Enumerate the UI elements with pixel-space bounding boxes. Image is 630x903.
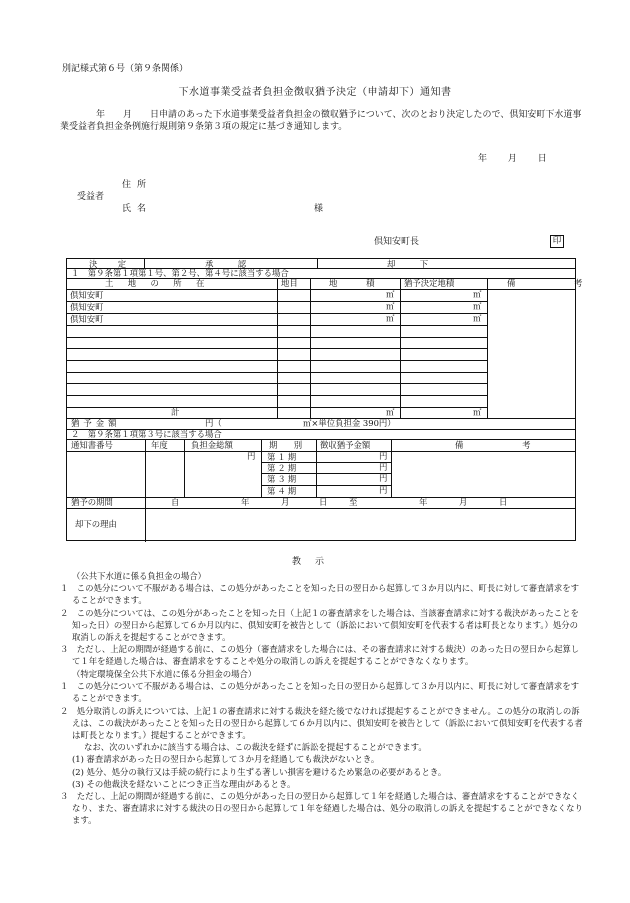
beneficiary-label: 受益者 [77,192,105,202]
col-deferred-collection: 徴収猶予金額 [320,440,371,450]
installment-1: 第１期 [267,452,299,462]
col-remarks: 備 考 [507,278,597,288]
col-remarks-2: 備 考 [455,440,545,450]
decision-label: 決 定 [89,259,133,269]
public-sewer-note-2: ２ この処分については、この処分があったことを知った日（上記１の審査請求をした場合は、当該審査請求に対する裁決があったことを知った日）の翌日から起算して６か月以内に、倶知安町を被告として（訴訟において倶知安町を代表する者は町長となります。）処分の取消しの訴えを提起することができます。 [60,607,579,643]
period-from-day: 日 [319,497,328,507]
col-land-category: 地目 [281,278,298,288]
row2-deferred-unit: ㎡ [473,301,482,311]
deferral-period-label: 猶予の期間 [71,497,113,507]
period-from: 自 [171,497,180,507]
form-label: 別記様式第６号（第９条関係） [62,64,189,74]
row3-deferred-unit: ㎡ [473,313,482,323]
special-sewer-note-1: １ この処分について不服がある場合は、この処分があったことを知った日の翌日から起算して３か月以内に、町長に対して審査請求をすることができます。 [60,681,579,704]
installment-4: 第４期 [267,486,299,496]
special-sewer-note-2b: なお、次のいずれかに該当する場合は、この裁決を経ずに訴訟を提起することができます。 [84,742,427,753]
col-deferred-area: 猶予決定地積 [404,278,455,288]
col-notice-number: 通知書番号 [71,440,113,450]
address-label: 住所 [122,180,153,190]
period-from-month: 月 [281,497,290,507]
document-title: 下水道事業受益者負担金徴収猶予決定（申請却下）通知書 [178,87,452,98]
public-sewer-notes [60,570,586,668]
name-label: 氏名 [122,204,153,214]
honorific: 様 [314,204,324,214]
total-label: 計 [171,407,180,417]
deferred-amount-yen: 円（ [205,418,222,428]
period-to-year: 年 [419,497,428,507]
public-sewer-note-3: ３ ただし、上記の期間が経過する前に、この処分（審査請求をした場合には、その審査請求に対する裁決）のあった日の翌日から起算して１年を経過した場合は、審査請求をすることや処分の取消しの訴えを提起することができなくなります。 [60,644,580,667]
exception-item-2: (2) 処分、処分の執行又は手続の続行により生ずる著しい損害を避けるため緊急の必要があるとき。 [72,766,447,777]
installment-2: 第２期 [267,463,299,473]
row2-area-unit: ㎡ [386,301,395,311]
mayor-title: 倶知安町長 [374,237,420,247]
col-area: 地 積 [329,278,379,288]
installment-4-unit: 円 [379,485,388,495]
installment-2-unit: 円 [379,462,388,472]
section1-heading: １ 第９条第１項第１号、第２号、第４号に該当する場合 [71,268,289,278]
seal-stamp: 印 [550,235,564,248]
installment-3-unit: 円 [379,473,388,483]
notice-date: 年 月 日 [478,154,547,164]
total-deferred-unit: ㎡ [473,407,482,417]
row1-town: 倶知安町 [70,290,104,300]
unit-charge-note: ㎡×単位負担金 390円） [303,418,396,428]
total-charge-unit: 円 [247,451,256,461]
exception-item-1: (1) 審査請求があった日の翌日から起算して３か月を経過しても裁決がないとき。 [72,754,380,765]
col-fiscal-year: 年度 [151,440,168,450]
row3-town: 倶知安町 [70,314,104,324]
period-to: 至 [349,497,358,507]
instruction-title: 教示 [291,557,338,567]
special-sewer-note-2: ２ 処分取消しの訴えについては、上記１の審査請求に対する裁決を経た後でなければ提起することができません。この処分の取消しの訴えは、この裁決があったことを知った日の翌日から起算して６か月以内に、倶知安町を被告として（訴訟において倶知安町を代表する者は町長となります。）提起することができます。 [60,705,583,741]
installment-1-unit: 円 [379,451,388,461]
col-land-location: 土 地 の 所 在 [105,278,208,288]
rejection-reason-label: 却下の理由 [75,519,117,529]
public-sewer-heading: （公共下水道に係る負担金の場合） [72,571,206,581]
special-sewer-notes [60,668,586,827]
period-to-day: 日 [499,497,508,507]
period-from-year: 年 [241,497,250,507]
approval-option: 承 認 [205,259,255,269]
public-sewer-note-1: １ この処分について不服がある場合は、この処分があったことを知った日の翌日から起算して３か月以内に、町長に対して審査請求をすることができます。 [60,583,579,606]
rejection-option: 却 下 [387,259,437,269]
row2-town: 倶知安町 [70,302,104,312]
exception-item-3: (3) その他裁決を経ないことにつき正当な理由があるとき。 [72,778,296,789]
row1-deferred-unit: ㎡ [473,289,482,299]
special-sewer-note-3: ３ ただし、上記の期間が経過する前に、この処分があった日の翌日から起算して１年を経過した場合は、審査請求をすることができなくなり、また、審査請求に対する裁決の日の翌日から起算して１年を経過した場合は、処分の取消しの訴えを提起することができなくなります。 [60,791,583,826]
col-total-charge: 負担金総額 [191,440,233,450]
total-area-unit: ㎡ [386,407,395,417]
col-installment: 期 別 [269,440,307,450]
section2-heading: ２ 第９条第１項第３号に該当する場合 [71,429,222,439]
row3-area-unit: ㎡ [386,313,395,323]
decision-form-table [66,258,597,541]
special-sewer-heading: （特定環境保全公共下水道に係る分担金の場合） [72,669,257,679]
row1-area-unit: ㎡ [386,289,395,299]
installment-3: 第３期 [267,474,299,484]
deferred-amount-label: 猶予金額 [71,418,121,428]
period-to-month: 月 [459,497,468,507]
intro-text: 年 月 日申請のあった下水道事業受益者負担金の徴収猶予について、次のとおり決定したので、倶知安町下水道事業受益者負担金条例施行規則第９条第３項の規定に基づき通知します。 [60,110,582,133]
